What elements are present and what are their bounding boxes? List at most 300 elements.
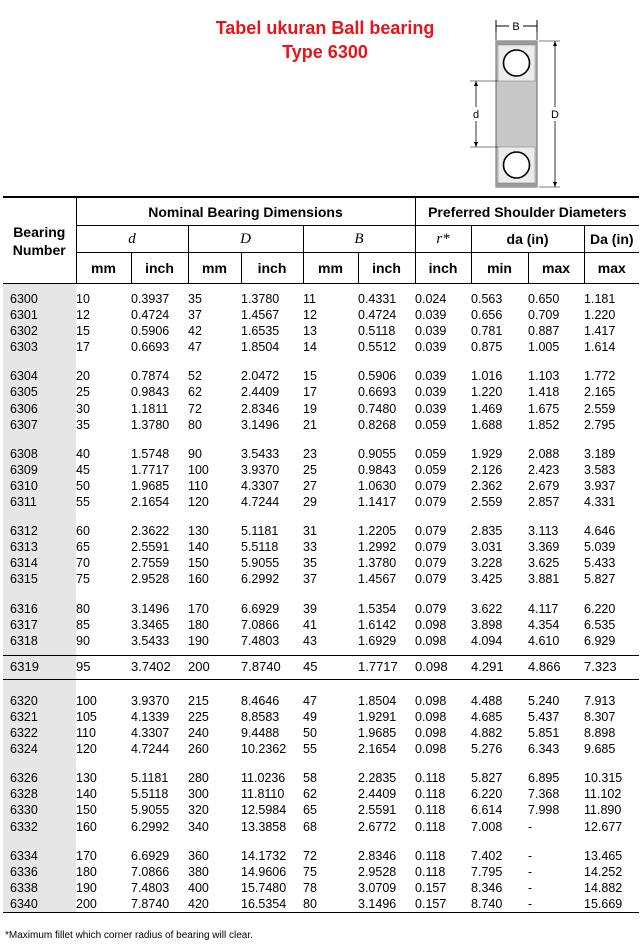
table-row [3, 384, 639, 400]
table-cell: 0.079 [415, 572, 447, 587]
table-cell: 14.9606 [241, 864, 287, 879]
table-cell: 1.0630 [358, 478, 397, 493]
table-cell: 150 [76, 803, 97, 818]
header-D: D [188, 226, 303, 253]
table-cell: 65 [303, 803, 317, 818]
table-cell: 400 [188, 880, 209, 895]
bearing-number-cell: 6309 [3, 462, 76, 478]
table-cell: 1.103 [528, 369, 560, 384]
bearing-number-cell: 6330 [3, 802, 76, 818]
bearing-number-cell: 6311 [3, 494, 76, 510]
table-cell: 1.614 [584, 340, 616, 355]
table-cell: 2.2835 [358, 771, 397, 786]
bearing-number-cell: 6340 [3, 896, 76, 913]
table-cell: 80 [188, 417, 202, 432]
table-cell: 1.9291 [358, 709, 397, 724]
table-cell: 1.5748 [131, 446, 170, 461]
table-cell: 0.098 [415, 617, 447, 632]
table-cell: 260 [188, 742, 209, 757]
table-cell: 1.7717 [358, 655, 415, 679]
table-row [3, 679, 639, 709]
table-cell: 6.220 [471, 787, 503, 802]
table-cell: 7.402 [471, 848, 503, 863]
table-cell: 10.315 [584, 771, 623, 786]
table-cell: 3.881 [528, 572, 560, 587]
table-row [3, 835, 639, 864]
table-cell: 41 [303, 617, 317, 632]
table-cell: 3.369 [528, 540, 560, 555]
table-cell: 0.4331 [358, 292, 397, 306]
header-Da: Da (in) [584, 226, 639, 253]
table-cell: 200 [76, 896, 131, 913]
table-cell: 0.5906 [131, 324, 170, 339]
table-cell: 2.126 [471, 462, 503, 477]
bearing-number-cell: 6304 [3, 355, 76, 384]
table-cell: 3.189 [584, 446, 616, 461]
table-cell: 0.098 [415, 726, 447, 741]
bearing-number-cell: 6320 [3, 679, 76, 709]
table-cell: 14.252 [584, 864, 623, 879]
table-cell: 3.625 [528, 556, 560, 571]
bearing-number-cell: 6334 [3, 835, 76, 864]
table-cell: 1.8504 [358, 679, 415, 709]
table-cell: 0.098 [415, 709, 447, 724]
table-cell: 4.646 [584, 524, 616, 539]
table-row [3, 494, 639, 510]
table-cell: 0.563 [471, 292, 503, 306]
table-cell: 3.9370 [241, 462, 280, 477]
table-cell: 13 [303, 324, 317, 339]
bearing-number-cell: 6332 [3, 819, 76, 835]
table-cell: 4.291 [471, 655, 528, 679]
table-row [3, 880, 639, 896]
bearing-number-cell: 6310 [3, 478, 76, 494]
bearing-table [3, 196, 639, 913]
table-cell: 40 [76, 446, 90, 461]
table-cell: 0.650 [528, 292, 560, 306]
table-cell: 5.9055 [241, 556, 280, 571]
table-cell: 0.118 [415, 819, 446, 834]
table-cell: 4.3307 [241, 478, 280, 493]
table-cell: 5.437 [528, 709, 560, 724]
table-cell: 8.4646 [241, 679, 303, 709]
table-cell: 1.2992 [358, 540, 397, 555]
table-cell: 4.094 [471, 633, 503, 648]
table-cell: 0.059 [415, 417, 447, 432]
table-row [3, 864, 639, 880]
table-cell: 4.7244 [241, 495, 280, 510]
table-cell: 6.535 [584, 617, 616, 632]
table-cell: 2.8346 [241, 401, 280, 416]
table-cell: 8.898 [584, 726, 616, 741]
table-cell: 320 [188, 803, 209, 818]
table-cell: 70 [76, 556, 90, 571]
bearing-number-cell: 6319 [3, 655, 76, 679]
table-cell: 90 [188, 446, 202, 461]
table-cell: 1.5354 [358, 601, 397, 616]
table-cell: 0.709 [528, 308, 560, 323]
table-cell: 42 [188, 324, 202, 339]
header-nominal-dimensions: Nominal Bearing Dimensions [76, 197, 415, 226]
bearing-number-cell: 6301 [3, 307, 76, 323]
table-cell: 4.117 [528, 601, 559, 616]
table-cell: 1.3780 [241, 292, 280, 306]
table-cell: 78 [303, 880, 317, 895]
table-cell: 4.866 [528, 655, 584, 679]
table-cell: 30 [76, 401, 90, 416]
bearing-number-cell: 6317 [3, 617, 76, 633]
header-r: r* [415, 226, 471, 253]
table-cell: 58 [303, 771, 317, 786]
table-cell: - [528, 864, 533, 879]
table-cell: 1.7717 [131, 462, 170, 477]
table-cell: 100 [76, 679, 131, 709]
table-row [3, 709, 639, 725]
table-cell: 110 [76, 726, 96, 741]
table-cell: 11.8110 [241, 787, 285, 802]
table-cell: 1.929 [471, 446, 503, 461]
table-cell: 180 [188, 617, 209, 632]
table-cell: 5.827 [584, 572, 616, 587]
table-cell: 2.5591 [358, 803, 397, 818]
table-cell: 45 [303, 655, 358, 679]
table-cell: 0.5118 [358, 324, 396, 339]
table-cell: 0.079 [415, 601, 447, 616]
table-cell: 150 [188, 556, 209, 571]
table-cell: 95 [76, 655, 131, 679]
table-cell: 380 [188, 864, 209, 879]
table-cell: 0.656 [471, 308, 503, 323]
table-cell: 3.3465 [131, 617, 170, 632]
table-cell: 4.882 [471, 726, 503, 741]
table-cell: 80 [303, 896, 358, 913]
table-cell: 130 [188, 524, 209, 539]
table-cell: 280 [188, 771, 209, 786]
table-cell: 12 [76, 308, 90, 323]
table-cell: 12.5984 [241, 803, 287, 818]
table-cell: 35 [303, 556, 317, 571]
table-cell: 3.937 [584, 478, 616, 493]
table-cell: 0.118 [415, 787, 446, 802]
table-cell: 7.368 [528, 787, 560, 802]
table-cell: 2.3622 [131, 524, 170, 539]
table-cell: 7.913 [584, 679, 639, 709]
bearing-number-cell: 6315 [3, 571, 76, 587]
table-cell: 120 [76, 742, 97, 757]
bearing-number-cell: 6307 [3, 417, 76, 433]
table-cell: 62 [303, 787, 317, 802]
bearing-number-cell: 6302 [3, 323, 76, 339]
bearing-number-cell: 6305 [3, 384, 76, 400]
table-cell: 1.852 [528, 417, 560, 432]
header-preferred-shoulder: Preferred Shoulder Diameters [415, 197, 639, 226]
table-cell: 47 [188, 340, 202, 355]
table-cell: 160 [188, 572, 209, 587]
table-cell: 0.079 [415, 478, 447, 493]
table-cell: 14.882 [584, 880, 623, 895]
bearing-diagram [456, 14, 576, 192]
table-cell: 2.559 [584, 401, 616, 416]
table-cell: 1.3780 [131, 417, 170, 432]
table-cell: 5.276 [471, 742, 503, 757]
bore-d-label: d [472, 109, 480, 121]
table-cell: 2.9528 [358, 864, 397, 879]
table-cell: 1.4567 [241, 308, 280, 323]
table-cell: 25 [76, 385, 90, 400]
table-cell: 1.6929 [358, 633, 397, 648]
table-cell: 0.039 [415, 369, 447, 384]
table-row [3, 633, 639, 656]
table-cell: 190 [76, 880, 97, 895]
table-cell: 0.098 [415, 655, 471, 679]
footnote: *Maximum fillet which corner radius of bearing will clear. [5, 930, 253, 941]
outer-D-label: D [551, 109, 559, 121]
table-cell: 0.7480 [358, 401, 397, 416]
table-row [3, 307, 639, 323]
bearing-number-cell: 6322 [3, 725, 76, 741]
table-cell: 23 [303, 446, 317, 461]
table-row [3, 819, 639, 835]
table-cell: 13.3858 [241, 819, 287, 834]
table-cell: 6.220 [584, 601, 616, 616]
table-cell: 12.677 [584, 819, 623, 834]
subheader-max: max [584, 253, 639, 284]
table-cell: 3.0709 [358, 880, 397, 895]
subheader-min: min [471, 253, 528, 284]
table-cell: 3.113 [528, 524, 559, 539]
header-d: d [76, 226, 188, 253]
header-da: da (in) [471, 226, 584, 253]
table-cell: 0.059 [415, 462, 447, 477]
table-cell: 5.433 [584, 556, 616, 571]
table-row [3, 462, 639, 478]
table-cell: 0.098 [415, 742, 447, 757]
table-cell: 5.851 [528, 726, 560, 741]
table-cell: 0.5512 [358, 340, 397, 355]
table-cell: 5.1181 [131, 771, 169, 786]
table-cell: 15 [303, 369, 317, 384]
table-cell: 0.079 [415, 556, 447, 571]
table-cell: - [528, 819, 533, 834]
table-cell: 55 [303, 742, 317, 757]
table-cell: 7.0866 [131, 864, 170, 879]
table-cell: 43 [303, 633, 317, 648]
table-cell: 35 [76, 417, 90, 432]
table-cell: 3.031 [471, 540, 503, 555]
table-row [3, 478, 639, 494]
table-cell: 68 [303, 819, 317, 834]
bearing-number-cell: 6314 [3, 555, 76, 571]
table-cell: 340 [188, 819, 209, 834]
table-cell: - [528, 848, 533, 863]
table-cell: 14.1732 [241, 848, 287, 863]
table-cell: 6.343 [528, 742, 560, 757]
page-subtitle: Type 6300 [282, 42, 368, 62]
subheader-max: max [528, 253, 584, 284]
table-cell: 52 [188, 369, 202, 384]
table-cell: 0.118 [415, 848, 446, 863]
table-cell: 7.4803 [241, 633, 280, 648]
table-cell: 50 [76, 478, 90, 493]
table-cell: 14 [303, 340, 317, 355]
table-cell: 215 [188, 679, 241, 709]
table-cell: 0.6693 [131, 340, 170, 355]
table-cell: 4.354 [528, 617, 560, 632]
bearing-number-cell: 6313 [3, 539, 76, 555]
table-cell: 3.1496 [131, 601, 170, 616]
table-cell: 0.157 [415, 896, 471, 913]
table-cell: 180 [76, 864, 97, 879]
table-row [3, 571, 639, 587]
table-cell: 240 [188, 726, 209, 741]
table-row [3, 284, 639, 308]
table-cell: 1.2205 [358, 524, 397, 539]
table-cell: 3.5433 [131, 633, 170, 648]
table-cell: 1.9685 [131, 478, 170, 493]
table-cell: 45 [76, 462, 90, 477]
subheader-mm: mm [188, 253, 241, 284]
table-cell: 3.228 [471, 556, 503, 571]
table-cell: 0.875 [471, 340, 503, 355]
table-row [3, 741, 639, 757]
bearing-number-cell: 6306 [3, 401, 76, 417]
table-row [3, 510, 639, 539]
table-cell: 50 [303, 726, 317, 741]
table-cell: 1.469 [471, 401, 503, 416]
table-cell: 9.4488 [241, 726, 280, 741]
table-cell: 2.088 [528, 446, 560, 461]
table-cell: 90 [76, 633, 90, 648]
table-cell: 3.5433 [241, 446, 280, 461]
table-cell: 0.039 [415, 340, 447, 355]
table-cell: 12 [303, 308, 317, 323]
table-cell: 0.9843 [131, 385, 170, 400]
bearing-number-cell: 6312 [3, 510, 76, 539]
table-cell: - [528, 896, 584, 913]
table-cell: 7.0866 [241, 617, 280, 632]
table-cell: 300 [188, 787, 209, 802]
table-cell: 7.795 [471, 864, 503, 879]
table-cell: 0.9055 [358, 446, 397, 461]
subheader-mm: mm [76, 253, 131, 284]
table-cell: 225 [188, 709, 209, 724]
table-cell: 55 [76, 495, 90, 510]
bearing-number-cell: 6324 [3, 741, 76, 757]
table-cell: 47 [303, 679, 358, 709]
table-cell: 1.181 [584, 292, 616, 306]
table-cell: 6.2992 [241, 572, 280, 587]
table-cell: 37 [188, 308, 202, 323]
table-cell: 3.7402 [131, 655, 188, 679]
table-cell: 0.4724 [131, 308, 170, 323]
table-cell: 2.5591 [131, 540, 170, 555]
table-cell: 130 [76, 771, 97, 786]
bearing-number-cell: 6336 [3, 864, 76, 880]
subheader-inch: inch [241, 253, 303, 284]
subheader-inch: inch [358, 253, 415, 284]
bearing-number-cell: 6308 [3, 433, 76, 462]
table-cell: 1.6535 [241, 324, 280, 339]
bearing-number-cell: 6318 [3, 633, 76, 656]
table-cell: 0.118 [415, 803, 446, 818]
table-cell: 2.857 [528, 495, 560, 510]
table-cell: 31 [303, 524, 317, 539]
table-cell: 3.1496 [241, 417, 280, 432]
table-cell: 19 [303, 401, 317, 416]
table-cell: 13.465 [584, 848, 623, 863]
table-cell: 0.039 [415, 401, 447, 416]
table-cell: 6.6929 [131, 848, 170, 863]
table-cell: 1.688 [471, 417, 503, 432]
table-cell: 25 [303, 462, 317, 477]
subheader-mm: mm [303, 253, 358, 284]
table-cell: 2.9528 [131, 572, 170, 587]
table-cell: 29 [303, 495, 317, 510]
table-cell: 7.323 [584, 655, 639, 679]
table-cell: 8.8583 [241, 709, 280, 724]
table-row [3, 433, 639, 462]
table-cell: 85 [76, 617, 90, 632]
table-cell: 1.9685 [358, 726, 397, 741]
table-cell: 17 [76, 340, 90, 355]
table-cell: 60 [76, 524, 90, 539]
table-cell: 0.887 [528, 324, 560, 339]
table-cell: 0.079 [415, 495, 447, 510]
table-row [3, 417, 639, 433]
bearing-number-cell: 6303 [3, 339, 76, 355]
table-cell: 4.685 [471, 709, 503, 724]
table-cell: 75 [76, 572, 90, 587]
table-cell: 0.039 [415, 385, 447, 400]
table-cell: 1.8504 [241, 340, 280, 355]
table-cell: 49 [303, 709, 317, 724]
table-cell: 2.1654 [131, 495, 170, 510]
table-cell: 2.679 [528, 478, 560, 493]
table-cell: 7.8740 [131, 896, 188, 913]
table-cell: 5.1181 [241, 524, 279, 539]
table-row [3, 355, 639, 384]
table-cell: 1.220 [471, 385, 503, 400]
bearing-number-cell: 6338 [3, 880, 76, 896]
table-cell: 5.5118 [241, 540, 279, 555]
table-cell: 1.417 [584, 324, 616, 339]
table-cell: 8.740 [471, 896, 528, 913]
table-cell: 1.220 [584, 308, 616, 323]
table-cell: 62 [188, 385, 202, 400]
table-cell: 35 [188, 292, 202, 306]
bearing-number-cell: 6300 [3, 284, 76, 308]
table-cell: 2.835 [471, 524, 503, 539]
table-row [3, 323, 639, 339]
table-cell: 190 [188, 633, 209, 648]
table-cell: 37 [303, 572, 317, 587]
table-cell: 11.890 [584, 803, 622, 818]
table-cell: 33 [303, 540, 317, 555]
table-cell: 200 [188, 655, 241, 679]
table-cell: 0.3937 [131, 292, 170, 306]
table-cell: 6.929 [584, 633, 616, 648]
table-cell: 1.4567 [358, 572, 397, 587]
table-cell: 420 [188, 896, 241, 913]
b-dimension-label: B [512, 21, 520, 33]
table-cell: 7.008 [471, 819, 503, 834]
table-cell: 6.614 [471, 803, 503, 818]
table-cell: 4.488 [471, 679, 528, 709]
table-cell: 72 [303, 848, 317, 863]
table-row [3, 802, 639, 818]
table-cell: 15 [76, 324, 90, 339]
table-cell: 11.0236 [241, 771, 286, 786]
